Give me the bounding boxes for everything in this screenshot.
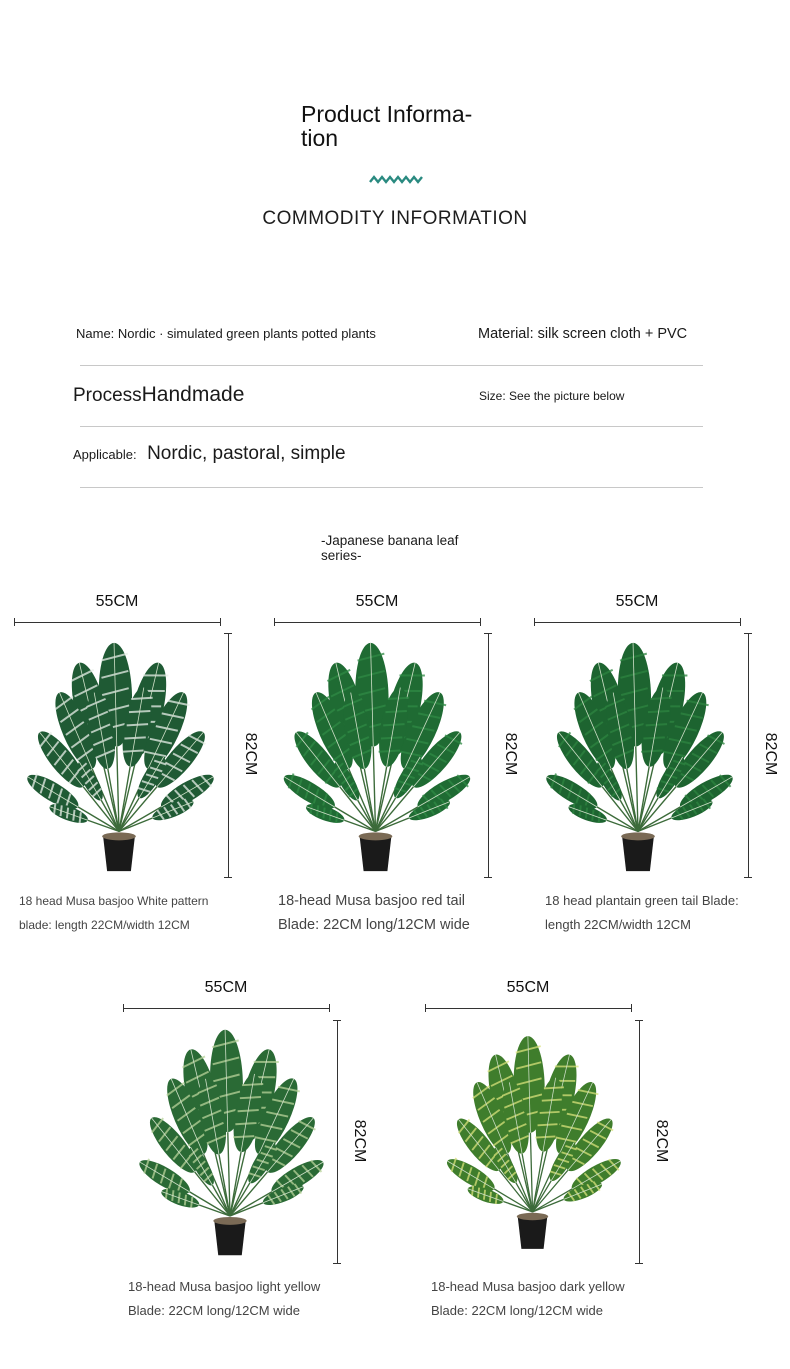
pot-soil — [213, 1217, 246, 1225]
dimension-tick — [480, 618, 481, 626]
product-caption — [545, 889, 739, 937]
wave-divider-icon — [368, 174, 424, 186]
pot-soil — [517, 1213, 548, 1220]
caption-line-1: 18-head Musa basjoo light yellow — [128, 1279, 321, 1294]
height-dimension-line — [748, 633, 749, 877]
pot-soil — [102, 832, 136, 840]
series-title-line-2: series- — [321, 548, 362, 563]
width-label: 55CM — [615, 593, 659, 610]
dimension-tick — [425, 1004, 426, 1012]
dimension-tick — [329, 1004, 330, 1012]
caption-line-2: Blade: 22CM long/12CM wide — [278, 917, 470, 933]
dimension-tick — [484, 877, 492, 878]
height-dimension-line — [337, 1020, 338, 1263]
plant-image — [130, 1020, 330, 1265]
product-caption — [278, 889, 470, 937]
dimension-tick — [123, 1004, 124, 1012]
material-row — [478, 326, 687, 342]
name-label: Name: — [76, 326, 115, 341]
name-value: Nordic · simulated green plants potted plants — [117, 326, 376, 341]
height-label: 82CM — [242, 732, 259, 776]
dimension-tick — [220, 618, 221, 626]
applicable-label: Applicable: — [73, 447, 137, 462]
height-dimension-line — [488, 633, 489, 877]
dimension-tick — [744, 877, 752, 878]
size-value: See the picture below — [509, 389, 625, 403]
plant-pot — [622, 836, 654, 871]
caption-line-1: 18-head Musa basjoo red tail — [278, 893, 466, 909]
plant-pot — [214, 1221, 245, 1255]
process-row — [73, 383, 244, 407]
size-label: Size: — [479, 389, 506, 403]
applicable-value: Nordic, pastoral, simple — [147, 443, 346, 464]
dimension-tick — [274, 618, 275, 626]
process-label: Process — [73, 385, 142, 406]
width-label: 55CM — [355, 593, 399, 610]
caption-line-2: length 22CM/width 12CM — [545, 917, 691, 932]
width-dimension-line — [123, 1008, 329, 1009]
caption-line-2: Blade: 22CM long/12CM wide — [431, 1303, 603, 1318]
caption-line-1: 18-head Musa basjoo dark yellow — [431, 1279, 625, 1294]
name-row — [76, 326, 376, 341]
height-dimension-line — [639, 1020, 640, 1263]
dimension-tick — [534, 618, 535, 626]
height-label: 82CM — [351, 1119, 368, 1162]
dimension-tick — [740, 618, 741, 626]
dimension-tick — [333, 1263, 341, 1264]
height-label: 82CM — [653, 1119, 670, 1162]
width-dimension-line — [274, 622, 480, 623]
dimension-tick — [635, 1263, 643, 1264]
width-dimension-line — [534, 622, 740, 623]
dimension-tick — [484, 633, 492, 634]
product-caption — [19, 889, 208, 937]
caption-line-1: 18 head Musa basjoo White pattern — [19, 894, 209, 908]
plant-image — [268, 633, 483, 881]
dimension-tick — [333, 1020, 341, 1021]
dimension-tick — [224, 877, 232, 878]
series-title-line-1: -Japanese banana leaf — [321, 533, 459, 548]
pot-soil — [359, 832, 393, 840]
caption-line-1: 18 head plantain green tail Blade: — [545, 893, 739, 908]
product-caption — [128, 1275, 320, 1323]
height-dimension-line — [228, 633, 229, 877]
plant-image — [532, 633, 744, 881]
height-label: 82CM — [762, 732, 779, 776]
plant-pot — [518, 1217, 548, 1249]
material-value: silk screen cloth + PVC — [537, 326, 688, 342]
plant-image — [14, 633, 224, 881]
page-title — [301, 102, 501, 150]
caption-line-2: blade: length 22CM/width 12CM — [19, 918, 190, 932]
material-label: Material: — [478, 326, 534, 342]
dimension-tick — [744, 633, 752, 634]
process-value: Handmade — [141, 383, 245, 406]
title-line-1: Product Informa- — [301, 101, 473, 127]
width-label: 55CM — [204, 979, 248, 996]
plant-pot — [103, 836, 135, 871]
height-label: 82CM — [502, 732, 519, 776]
dimension-tick — [635, 1020, 643, 1021]
divider — [80, 426, 703, 427]
dimension-tick — [14, 618, 15, 626]
caption-line-2: Blade: 22CM long/12CM wide — [128, 1303, 300, 1318]
series-title — [321, 533, 491, 563]
applicable-row — [73, 443, 346, 465]
product-caption — [431, 1275, 625, 1323]
dimension-tick — [631, 1004, 632, 1012]
plant-image — [440, 1020, 625, 1265]
dimension-tick — [224, 633, 232, 634]
plant-pot — [360, 836, 392, 871]
divider — [80, 487, 703, 488]
width-dimension-line — [14, 622, 220, 623]
pot-soil — [621, 832, 655, 840]
width-label: 55CM — [506, 979, 550, 996]
width-label: 55CM — [95, 593, 139, 610]
title-line-2: tion — [301, 125, 339, 151]
width-dimension-line — [425, 1008, 631, 1009]
section-subtitle: COMMODITY INFORMATION — [262, 208, 528, 229]
size-row — [479, 389, 624, 403]
divider — [80, 365, 703, 366]
